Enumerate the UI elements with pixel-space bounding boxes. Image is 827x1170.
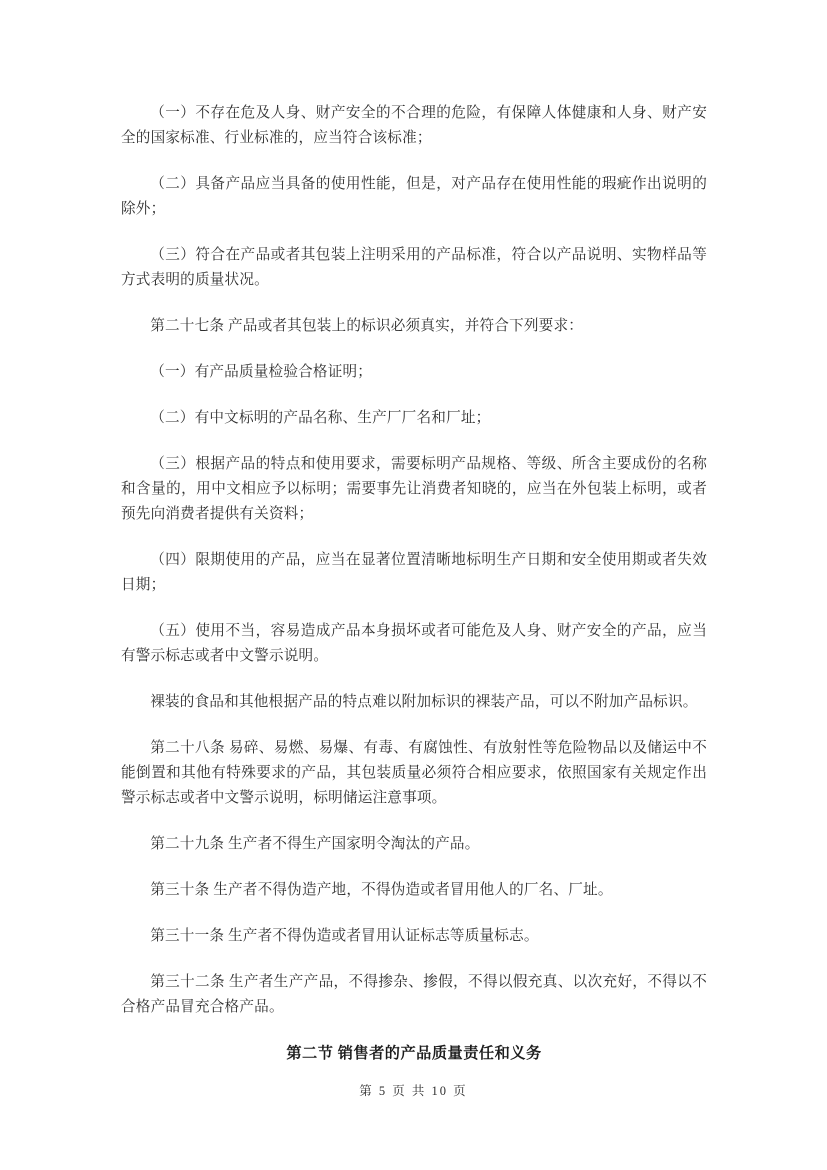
paragraph-3: （三）符合在产品或者其包装上注明采用的产品标准，符合以产品说明、实物样品等方式表明的质量状况。 <box>121 247 707 288</box>
document-body <box>121 101 707 1066</box>
paragraph-4: 第二十七条 产品或者其包装上的标识必须真实，并符合下列要求： <box>150 318 584 334</box>
paragraph-12: 第二十九条 生产者不得生产国家明令淘汰的产品。 <box>150 836 480 852</box>
paragraph-14: 第三十一条 生产者不得伪造或者冒用认证标志等质量标志。 <box>150 928 539 944</box>
paragraph-2: （二）具备产品应当具备的使用性能，但是，对产品存在使用性能的瑕疵作出说明的除外； <box>121 176 707 217</box>
paragraph-7: （三）根据产品的特点和使用要求，需要标明产品规格、等级、所含主要成份的名称和含量的，用中文相应予以标明；需要事先让消费者知晓的，应当在外包装上标明，或者预先向消费者提供有关资料； <box>121 456 707 522</box>
page-number-footer: 第 5 页 共 10 页 <box>359 1084 468 1098</box>
paragraph-11: 第二十八条 易碎、易燃、易爆、有毒、有腐蚀性、有放射性等危险物品以及储运中不能倒置和其他有特殊要求的产品，其包装质量必须符合相应要求，依照国家有关规定作出警示标志或者中文警示说明，标明储运注意事项。 <box>121 740 707 806</box>
paragraph-8: （四）限期使用的产品，应当在显著位置清晰地标明生产日期和安全使用期或者失效日期； <box>121 552 707 593</box>
paragraph-5: （一）有产品质量检验合格证明； <box>150 364 373 380</box>
paragraph-13: 第三十条 生产者不得伪造产地，不得伪造或者冒用他人的厂名、厂址。 <box>150 882 613 898</box>
paragraph-15: 第三十二条 生产者生产产品，不得掺杂、掺假，不得以假充真、以次充好，不得以不合格产品冒充合格产品。 <box>121 974 707 1015</box>
paragraph-10: 裸装的食品和其他根据产品的特点难以附加标识的裸装产品，可以不附加产品标识。 <box>150 694 698 710</box>
section-heading: 第二节 销售者的产品质量责任和义务 <box>286 1045 542 1062</box>
paragraph-6: （二）有中文标明的产品名称、生产厂厂名和厂址； <box>150 410 491 426</box>
paragraph-9: （五）使用不当，容易造成产品本身损坏或者可能危及人身、财产安全的产品，应当有警示标志或者中文警示说明。 <box>121 623 707 664</box>
paragraph-1: （一）不存在危及人身、财产安全的不合理的危险，有保障人体健康和人身、财产安全的国家标准、行业标准的，应当符合该标准； <box>121 105 707 146</box>
